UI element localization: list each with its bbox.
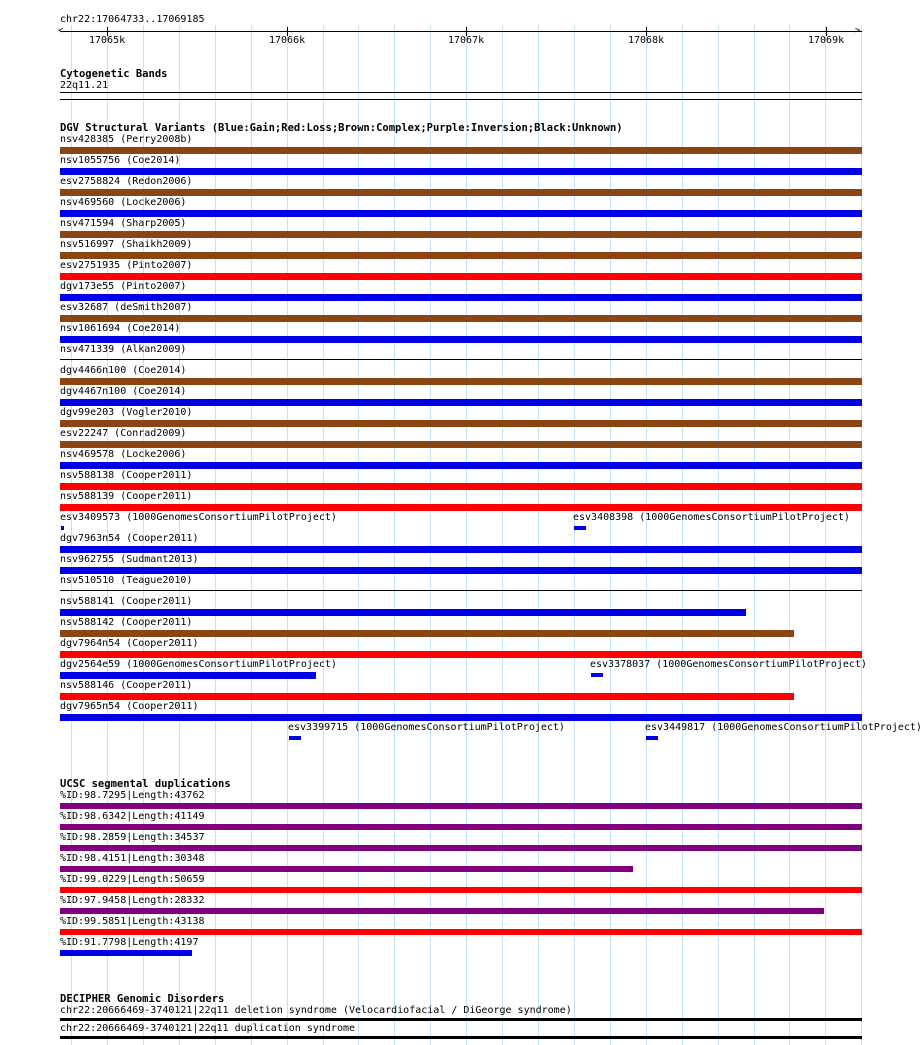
dgv-small-feature[interactable] [574,526,586,530]
segdup-feature-label: %ID:98.7295|Length:43762 [60,790,205,801]
segdup-feature-bar[interactable] [60,908,824,914]
ruler-tick-label: 17065k [89,35,126,46]
segdup-feature-label: %ID:99.5851|Length:43138 [60,916,205,927]
dgv-feature-label: esv22247 (Conrad2009) [60,428,187,439]
segdup-feature-label: %ID:98.2859|Length:34537 [60,832,205,843]
dgv-small-feature[interactable] [61,526,64,530]
dgv-feature-label: dgv7965n54 (Cooper2011) [60,701,199,712]
dgv-small-feature[interactable] [591,673,603,677]
dgv-feature-label: nsv510510 (Teague2010) [60,575,193,586]
dgv-small-feature[interactable] [646,736,658,740]
dgv-feature-label: dgv99e203 (Vogler2010) [60,407,193,418]
dgv-feature-bar[interactable] [60,168,862,175]
segdup-feature-bar[interactable] [60,887,862,893]
dgv-feature-label: nsv1061694 (Coe2014) [60,323,181,334]
ruler-tick-label: 17069k [808,35,845,46]
segdup-feature-label: %ID:98.4151|Length:30348 [60,853,205,864]
cyto-band-outline[interactable] [60,92,862,93]
dgv-feature-bar[interactable] [60,189,862,196]
dgv-feature-bar[interactable] [60,315,862,322]
dgv-small-feature[interactable] [289,736,301,740]
dgv-feature-label: nsv469560 (Locke2006) [60,197,187,208]
dgv-feature-label: dgv7963n54 (Cooper2011) [60,533,199,544]
dgv-feature-bar[interactable] [60,252,862,259]
segdup-feature-bar[interactable] [60,950,192,956]
dgv-feature-bar[interactable] [60,273,862,280]
segdup-feature-bar[interactable] [60,929,862,935]
cyto-track-title[interactable]: Cytogenetic Bands [60,68,168,80]
segdup-feature-label: %ID:98.6342|Length:41149 [60,811,205,822]
dgv-feature-bar[interactable] [60,651,862,658]
dgv-feature-bar[interactable] [60,378,862,385]
ruler-tick-label: 17067k [448,35,485,46]
dgv-feature-label: esv3378037 (1000GenomesConsortiumPilotProject) [590,659,867,670]
dgv-feature-label: esv3399715 (1000GenomesConsortiumPilotProject) [288,722,565,733]
dgv-feature-label: esv3408398 (1000GenomesConsortiumPilotProject) [573,512,850,523]
ruler-right-arrow-icon: > [855,26,861,36]
dgv-feature-label: nsv962755 (Sudmant2013) [60,554,199,565]
dgv-feature-bar[interactable] [60,420,862,427]
dgv-feature-bar[interactable] [60,483,862,490]
dgv-feature-bar[interactable] [60,714,862,721]
decipher-track-title[interactable]: DECIPHER Genomic Disorders [60,993,225,1005]
cyto-band-outline [60,99,862,100]
dgv-feature-label: dgv4467n100 (Coe2014) [60,386,187,397]
decipher-feature-bar[interactable] [60,1036,862,1039]
dgv-feature-bar[interactable] [60,672,316,679]
dgv-feature-bar[interactable] [60,504,862,511]
dgv-feature-bar[interactable] [60,590,862,591]
dgv-feature-label: nsv588141 (Cooper2011) [60,596,193,607]
dgv-feature-label: esv32687 (deSmith2007) [60,302,193,313]
dgv-feature-label: nsv1055756 (Coe2014) [60,155,181,166]
dgv-feature-bar[interactable] [60,359,862,360]
segdup-feature-bar[interactable] [60,845,862,851]
decipher-feature-label: chr22:20666469-3740121|22q11 duplication syndrome [60,1023,356,1034]
dgv-feature-bar[interactable] [60,630,794,637]
dgv-feature-label: nsv588138 (Cooper2011) [60,470,193,481]
position-label: chr22:17064733..17069185 [60,14,205,25]
decipher-feature-label: chr22:20666469-3740121|22q11 deletion syndrome (Velocardiofacial / DiGeorge syndrome) [60,1005,572,1016]
dgv-feature-bar[interactable] [60,693,794,700]
dgv-feature-bar[interactable] [60,147,862,154]
dgv-feature-bar[interactable] [60,294,862,301]
segdup-feature-bar[interactable] [60,803,862,809]
ruler-tick-label: 17068k [628,35,665,46]
cyto-band-label: 22q11.21 [60,80,109,91]
dgv-feature-bar[interactable] [60,609,746,616]
dgv-feature-bar[interactable] [60,399,862,406]
dgv-feature-label: nsv471594 (Sharp2005) [60,218,187,229]
dgv-feature-label: dgv173e55 (Pinto2007) [60,281,187,292]
segdup-feature-bar[interactable] [60,824,862,830]
dgv-feature-bar[interactable] [60,210,862,217]
dgv-feature-label: dgv4466n100 (Coe2014) [60,365,187,376]
dgv-feature-label: esv3449817 (1000GenomesConsortiumPilotProject) [645,722,922,733]
ruler-tick-label: 17066k [269,35,306,46]
dgv-feature-label: nsv516997 (Shaikh2009) [60,239,193,250]
dgv-feature-bar[interactable] [60,231,862,238]
dgv-feature-label: nsv588142 (Cooper2011) [60,617,193,628]
segdup-feature-label: %ID:91.7798|Length:4197 [60,937,199,948]
dgv-feature-label: dgv2564e59 (1000GenomesConsortiumPilotProject) [60,659,337,670]
segdup-feature-label: %ID:99.0229|Length:50659 [60,874,205,885]
dgv-feature-label: dgv7964n54 (Cooper2011) [60,638,199,649]
segdup-feature-label: %ID:97.9458|Length:28332 [60,895,205,906]
dgv-feature-label: nsv588139 (Cooper2011) [60,491,193,502]
segdup-feature-bar[interactable] [60,866,633,872]
dgv-feature-bar[interactable] [60,462,862,469]
dgv-feature-label: nsv469578 (Locke2006) [60,449,187,460]
segdup-track-title[interactable]: UCSC segmental duplications [60,778,231,790]
ruler-axis [60,31,862,32]
dgv-feature-label: nsv588146 (Cooper2011) [60,680,193,691]
decipher-feature-bar[interactable] [60,1018,862,1021]
dgv-feature-bar[interactable] [60,567,862,574]
dgv-track-title[interactable]: DGV Structural Variants (Blue:Gain;Red:Loss;Brown:Complex;Purple:Inversion;Black:Unknown) [60,122,623,134]
ruler-left-arrow-icon: < [58,26,64,36]
dgv-feature-bar[interactable] [60,546,862,553]
dgv-feature-label: nsv428385 (Perry2008b) [60,134,193,145]
dgv-feature-label: esv2758824 (Redon2006) [60,176,193,187]
dgv-feature-label: esv2751935 (Pinto2007) [60,260,193,271]
dgv-feature-bar[interactable] [60,441,862,448]
dgv-feature-label: esv3409573 (1000GenomesConsortiumPilotProject) [60,512,337,523]
dgv-feature-bar[interactable] [60,336,862,343]
dgv-feature-label: nsv471339 (Alkan2009) [60,344,187,355]
